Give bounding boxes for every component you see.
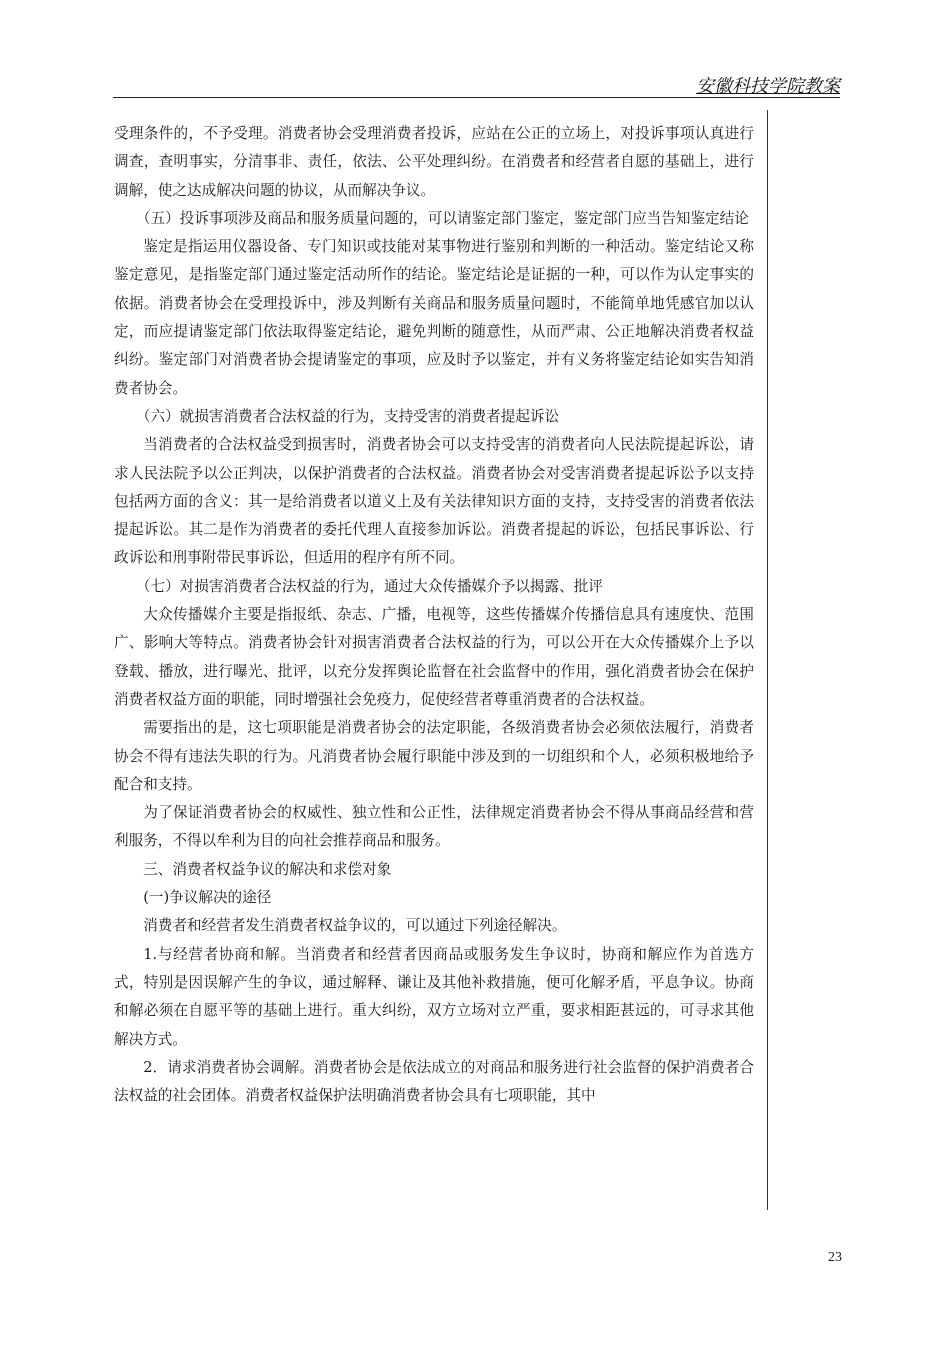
paragraph: 2．请求消费者协会调解。消费者协会是依法成立的对商品和服务进行社会监督的保护消费者合法权益的社会团体。消费者权益保护法明确消费者协会具有七项职能，其中 [114,1058,754,1105]
margin-rule [767,110,768,1210]
paragraph: 大众传播媒介主要是指报纸、杂志、广播，电视等，这些传播媒介传播信息具有速度快、范围广、影响大等特点。消费者协会针对损害消费者合法权益的行为，可以公开在大众传播媒介上予以登载、播放，进行曝光、批评，以充分发挥舆论监督在社会监督中的作用，强化消费者协会在保护消费者权益方面的职能，同时增强社会免疫力，促使经营者尊重消费者的合法权益。 [114,606,754,708]
subsection-heading: (一)争议解决的途径 [143,889,272,907]
header-title: 安徽科技学院教案 [696,76,840,97]
section-heading: 三、消费者权益争议的解决和求偿对象 [143,860,392,878]
paragraph: （七）对损害消费者合法权益的行为，通过大众传播媒介予以揭露、批评 [135,577,603,595]
paragraph: 需要指出的是，这七项职能是消费者协会的法定职能，各级消费者协会必须依法履行，消费者协会不得有违法失职的行为。凡消费者协会履行职能中涉及到的一切组织和个人，必须积极地给予配合和支持。 [114,719,754,793]
paragraph: 1.与经营者协商和解。当消费者和经营者因商品或服务发生争议时，协商和解应作为首选方式，特别是因误解产生的争议，通过解释、谦让及其他补救措施，便可化解矛盾，平息争议。协商和解必须在自愿平等的基础上进行。重大纠纷，双方立场对立严重，要求相距甚远的，可寻求其他解决方式。 [114,945,754,1048]
paragraph: 当消费者的合法权益受到损害时，消费者协会可以支持受害的消费者向人民法院提起诉讼，请求人民法院予以公正判决，以保护消费者的合法权益。消费者协会对受害消费者提起诉讼予以支持包括两方面的含义：其一是给消费者以道义上及有关法律知识方面的支持，支持受害的消费者依法提起诉讼。其二是作为消费者的委托代理人直接参加诉讼。消费者提起的诉讼，包括民事诉讼、行政诉讼和刑事附带民事诉讼，但适用的程序有所不同。 [114,436,754,567]
paragraph: （六）就损害消费者合法权益的行为，支持受害的消费者提起诉讼 [135,407,560,425]
paragraph: 受理条件的，不予受理。消费者协会受理消费者投诉，应站在公正的立场上，对投诉事项认真进行调查，查明事实，分清事非、责任，依法、公平处理纠纷。在消费者和经营者自愿的基础上，进行调解，使之达成解决问题的协议，从而解决争议。 [114,125,754,199]
page-number: 23 [828,1250,842,1265]
paragraph: 为了保证消费者协会的权威性、独立性和公正性，法律规定消费者协会不得从事商品经营和营利服务，不得以牟利为目的向社会推荐商品和服务。 [114,804,754,850]
paragraph: 消费者和经营者发生消费者权益争议的，可以通过下列途径解决。 [143,917,567,935]
paragraph: （五）投诉事项涉及商品和服务质量问题的，可以请鉴定部门鉴定，鉴定部门应当告知鉴定结论 [135,209,749,227]
body-text [114,120,754,1110]
header-rule [113,97,840,98]
paragraph: 鉴定是指运用仪器设备、专门知识或技能对某事物进行鉴别和判断的一种活动。鉴定结论又称鉴定意见，是指鉴定部门通过鉴定活动所作的结论。鉴定结论是证据的一种，可以作为认定事实的依据。消费者协会在受理投诉中，涉及判断有关商品和服务质量问题时，不能简单地凭感官加以认定，而应提请鉴定部门依法取得鉴定结论，避免判断的随意性，从而严肃、公正地解决消费者权益纠纷。鉴定部门对消费者协会提请鉴定的事项，应及时予以鉴定，并有义务将鉴定结论如实告知消费者协会。 [114,238,754,397]
